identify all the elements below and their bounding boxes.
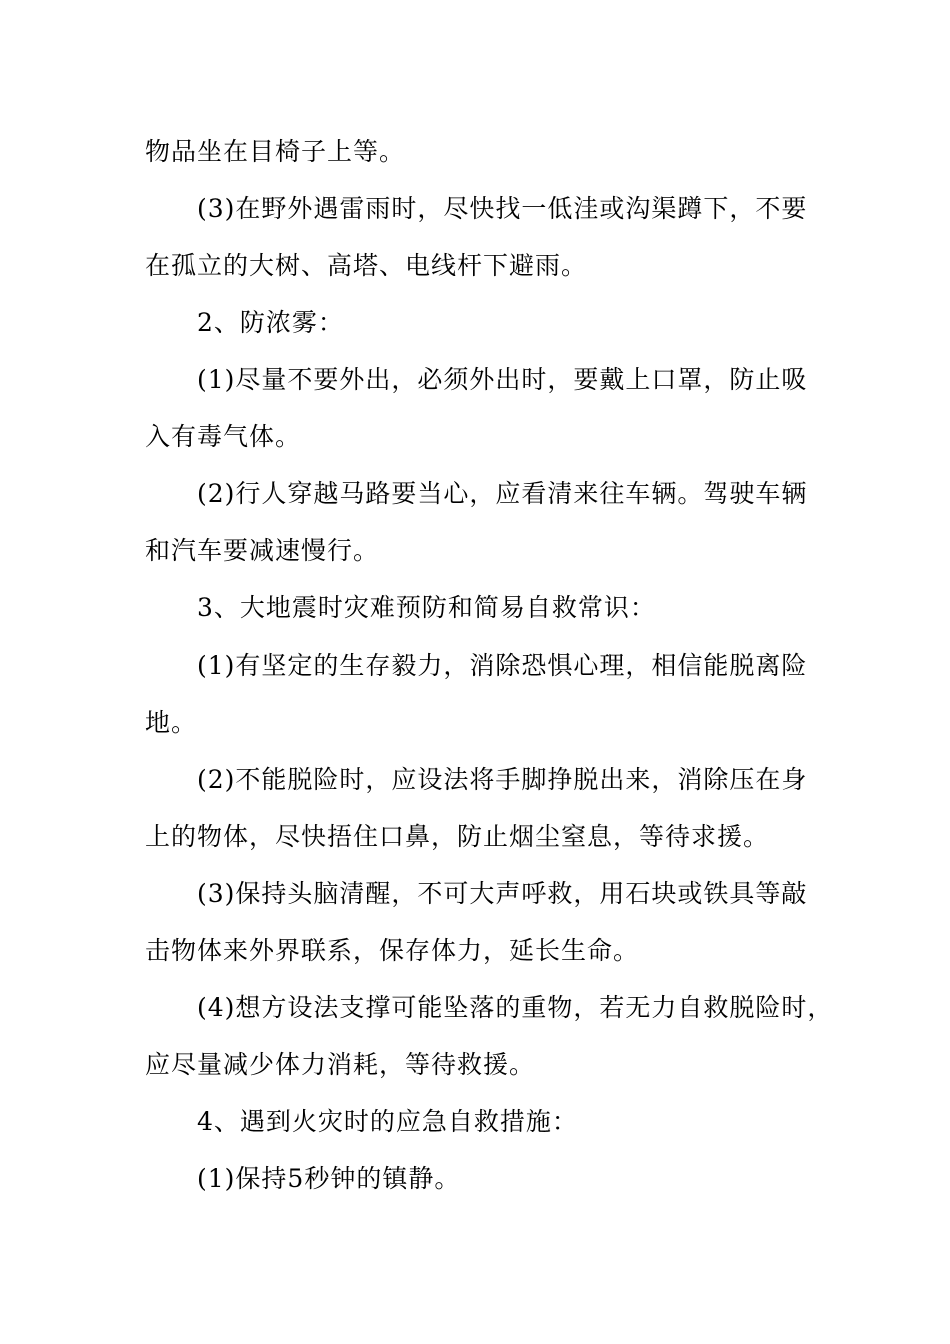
text-line: (3)在野外遇雷雨时，尽快找一低洼或沟渠蹲下，不要 [197,194,808,223]
text-line: 物品坐在目椅子上等。 [145,137,406,166]
text-line: (1)尽量不要外出，必须外出时，要戴上口罩，防止吸 [197,365,808,394]
text-line: (4)想方设法支撑可能坠落的重物，若无力自救脱险时， [197,993,834,1022]
text-line: 和汽车要减速慢行。 [145,536,380,565]
section-heading: 4、遇到火灾时的应急自救措施： [197,1107,578,1136]
text-line: (1)有坚定的生存毅力，消除恐惧心理，相信能脱离险 [197,651,808,680]
text-line: (3)保持头脑清醒，不可大声呼救，用石块或铁具等敲 [197,879,808,908]
text-line: (1)保持5秒钟的镇静。 [197,1164,461,1193]
text-line: 地。 [145,708,198,737]
text-line: 应尽量减少体力消耗，等待救援。 [145,1050,536,1079]
text-line: (2)不能脱险时，应设法将手脚挣脱出来，消除压在身 [197,765,808,794]
text-line: 上的物体，尽快捂住口鼻，防止烟尘窒息，等待求援。 [145,822,770,851]
text-line: 在孤立的大树、高塔、电线杆下避雨。 [145,251,588,280]
section-heading: 2、防浓雾： [197,308,344,337]
section-heading: 3、大地震时灾难预防和简易自救常识： [197,593,656,622]
text-line: 击物体来外界联系，保存体力，延长生命。 [145,936,640,965]
text-line: 入有毒气体。 [145,422,302,451]
text-line: (2)行人穿越马路要当心，应看清来往车辆。驾驶车辆 [197,479,808,508]
